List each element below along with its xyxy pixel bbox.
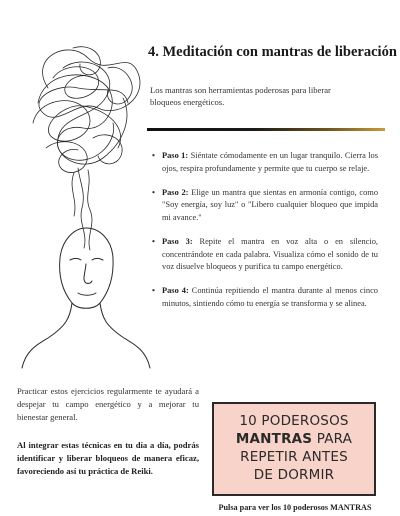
promo-caption-link[interactable]: Pulsa para ver los 10 poderosos MANTRAS — [218, 503, 372, 512]
step-label: Paso 3: — [162, 236, 193, 246]
integrate-paragraph: Al integrar estas técnicas en tu día a día, podrás identificar y liberar bloqueos de manera eficaz, favoreciendo así tu práctica de Reiki. — [17, 440, 199, 476]
step-item — [152, 187, 378, 225]
bullet: • — [152, 187, 155, 197]
step-item — [152, 285, 378, 311]
step-text: Siéntate cómodamente en un lugar tranquilo. Cierra los ojos, respira profundamente y permite que tu cuerpo se relaje. — [162, 151, 378, 173]
step-item — [152, 236, 378, 274]
face-outline — [22, 228, 150, 368]
promo-line-2-rest: PARA — [312, 431, 353, 448]
mantras-promo-button[interactable] — [212, 402, 376, 496]
step-label: Paso 1: — [162, 151, 189, 160]
promo-line-1: 10 PODEROSOS — [239, 413, 349, 430]
promo-highlight: MANTRAS — [235, 431, 313, 448]
step-text: Repite el mantra en voz alta o en silencio, concentrándote en cada palabra. Visualiza cómo el sonido de tu voz disuelve bloqueos y purifica tu campo energético. — [162, 236, 379, 272]
step-label: Paso 4: — [162, 286, 189, 296]
gradient-divider — [147, 128, 385, 131]
intro-text: Los mantras son herramientas poderosas para liberar bloqueos energéticos. — [150, 85, 331, 108]
step-label: Paso 2: — [162, 187, 189, 197]
bullet: • — [152, 151, 155, 160]
practice-paragraph: Practicar estos ejercicios regularmente te ayudará a despejar tu campo energético y a mejorar tu bienestar general. — [17, 386, 199, 422]
meditation-face-illustration — [8, 28, 156, 373]
promo-line-4: DE DORMIR — [253, 466, 335, 483]
step-item — [152, 150, 378, 176]
step-text: Continúa repitiendo el mantra durante al menos cinco minutos, sintiendo cómo tu energía se transforma y se alinea. — [162, 286, 378, 308]
step-text: Elige un mantra que sientas en armonía contigo, como "Soy energía, soy luz" o "Libero cualquier bloqueo que impida mi avance." — [162, 187, 379, 223]
promo-line-2 — [236, 431, 352, 449]
scribble-cloud — [33, 47, 140, 250]
promo-line-3: REPETIR ANTES — [240, 449, 348, 465]
bullet: • — [152, 286, 155, 296]
bullet: • — [152, 236, 155, 246]
steps-list — [152, 150, 378, 322]
section-title: 4. Meditación con mantras de liberación — [148, 44, 397, 60]
